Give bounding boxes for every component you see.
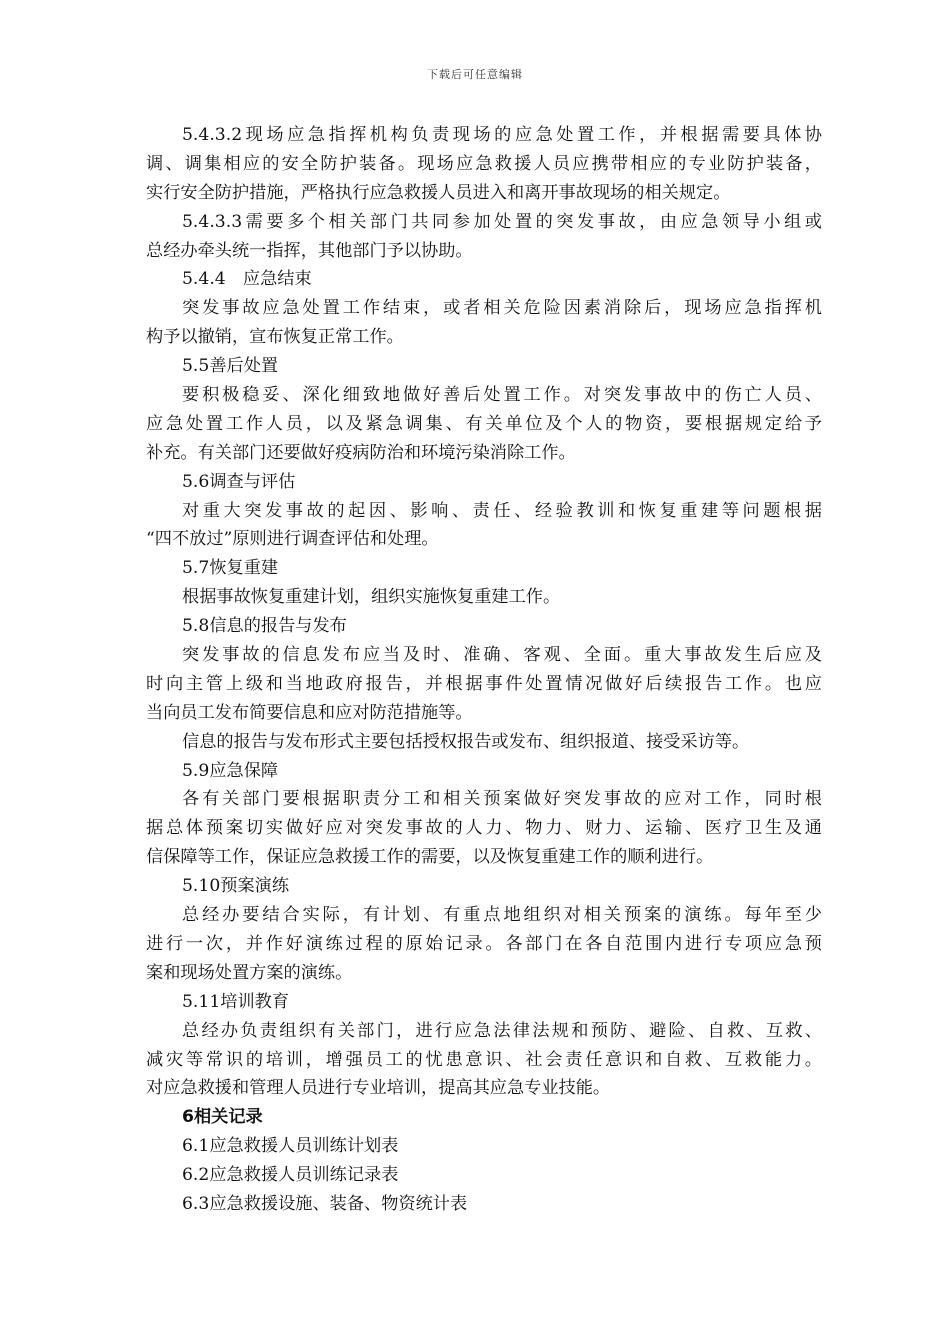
text-line: 对应急救援和管理人员进行专业培训，提高其应急专业技能。 <box>146 1078 611 1099</box>
text-line: 实行安全防护措施，严格执行应急救援人员进入和离开事故现场的相关规定。 <box>146 182 731 203</box>
text-line: “四不放过”原则进行调查评估和处理。 <box>146 529 439 550</box>
record-item: 6.1应急救援人员训练计划表 <box>182 1136 399 1157</box>
text-line: 根据事故恢复重建计划，组织实施恢复重建工作。 <box>182 587 561 608</box>
text-line: 总经办要结合实际，有计划、有重点地组织对相关预案的演练。每年至少 <box>182 905 822 926</box>
text-line: 案和现场处置方案的演练。 <box>146 962 353 983</box>
text-line: 据总体预案切实做好应对突发事故的人力、物力、财力、运输、医疗卫生及通 <box>146 818 822 839</box>
section-heading: 5.5善后处置 <box>182 356 279 377</box>
section-heading: 5.10预案演练 <box>182 876 290 897</box>
text-line: 信保障等工作，保证应急救援工作的需要，以及恢复重建工作的顺利进行。 <box>146 847 714 868</box>
text-line: 对重大突发事故的起因、影响、责任、经验教训和恢复重建等问题根据 <box>182 500 822 521</box>
page-header: 下载后可任意编辑 <box>427 68 523 81</box>
record-item: 6.2应急救援人员训练记录表 <box>182 1165 399 1186</box>
record-item: 6.3应急救援设施、装备、物资统计表 <box>182 1193 468 1214</box>
text-line: 信息的报告与发布形式主要包括授权报告或发布、组织报道、接受采访等。 <box>182 731 750 752</box>
text-line: 调、调集相应的安全防护装备。现场应急救援人员应携带相应的专业防护装备， <box>146 153 822 174</box>
text-line: 进行一次，并作好演练过程的原始记录。各部门在各自范围内进行专项应急预 <box>146 933 822 954</box>
text-line: 补充。有关部门还要做好疫病防治和环境污染消除工作。 <box>146 442 576 463</box>
text-line: 总经办牵头统一指挥，其他部门予以协助。 <box>146 240 473 261</box>
section-heading: 5.4.4 应急结束 <box>182 269 312 290</box>
text-line: 构予以撤销，宣布恢复正常工作。 <box>146 327 404 348</box>
text-line: 要积极稳妥、深化细致地做好善后处置工作。对突发事故中的伤亡人员、 <box>182 385 822 406</box>
text-line: 5.4.3.3需要多个相关部门共同参加处置的突发事故，由应急领导小组或 <box>182 211 822 232</box>
text-line: 总经办负责组织有关部门，进行应急法律法规和预防、避险、自救、互救、 <box>182 1020 822 1041</box>
text-line: 各有关部门要根据职责分工和相关预案做好突发事故的应对工作，同时根 <box>182 789 822 810</box>
text-line: 突发事故应急处置工作结束，或者相关危险因素消除后，现场应急指挥机 <box>182 298 822 319</box>
text-line: 突发事故的信息发布应当及时、准确、客观、全面。重大事故发生后应及 <box>182 645 822 666</box>
text-line: 当向员工发布简要信息和应对防范措施等。 <box>146 702 473 723</box>
chapter-heading: 6相关记录 <box>182 1107 263 1128</box>
section-heading: 5.7恢复重建 <box>182 558 279 579</box>
text-line: 应急处置工作人员，以及紧急调集、有关单位及个人的物资，要根据规定给予 <box>146 413 822 434</box>
section-heading: 5.8信息的报告与发布 <box>182 616 347 637</box>
text-line: 5.4.3.2现场应急指挥机构负责现场的应急处置工作，并根据需要具体协 <box>182 125 822 145</box>
section-heading: 5.6调查与评估 <box>182 471 296 492</box>
text-line: 时向主管上级和当地政府报告，并根据事件处置情况做好后续报告工作。也应 <box>146 673 822 694</box>
document-body <box>146 121 822 1219</box>
section-heading: 5.9应急保障 <box>182 760 279 781</box>
text-line: 减灾等常识的培训，增强员工的忧患意识、社会责任意识和自救、互救能力。 <box>146 1049 822 1070</box>
section-heading: 5.11培训教育 <box>182 991 290 1012</box>
